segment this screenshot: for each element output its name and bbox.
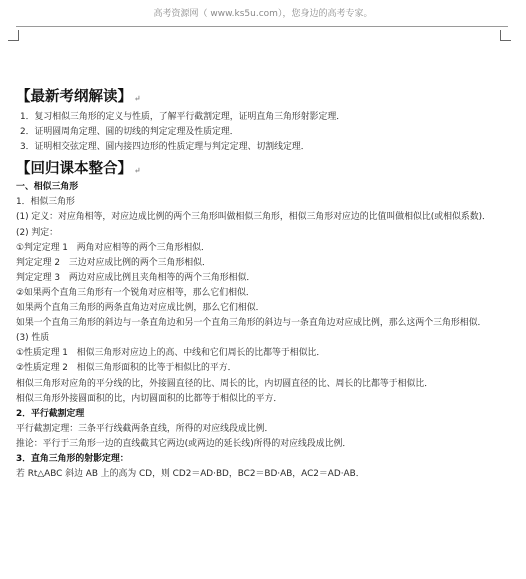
content-line: 若 Rt△ABC 斜边 AB 上的高为 CD，则 CD2＝AD·BD，BC2＝BD·AB，AC2＝AD·AB．: [16, 469, 365, 480]
content-line: 如果两个直角三角形的两条直角边对应成比例，那么它们相似．: [16, 303, 265, 314]
outline-item: 1．复习相似三角形的定义与性质，了解平行截割定理，证明直角三角形射影定理．: [20, 112, 346, 122]
content-line: 相似三角形对应角的平分线的比，外接圆直径的比、周长的比，内切圆直径的比、周长的比都等于相似比．: [16, 378, 434, 389]
content-line: 判定定理 3 两边对应成比例且夹角相等的两个三角形相似．: [16, 272, 256, 283]
subsection-heading: 一、相似三角形: [16, 182, 79, 193]
content-line: 判定定理 2 三边对应成比例的两个三角形相似．: [16, 257, 211, 268]
header-site-text: 高考资源网（ www.ks5u.com），您身边的高考专家。: [153, 9, 373, 19]
content-line: 推论：平行于三角形一边的直线截其它两边(或两边的延长线)所得的对应线段成比例．: [16, 438, 352, 449]
content-line: 1．相似三角形: [16, 197, 75, 208]
content-line: 相似三角形外接圆面积的比，内切圆面积的比都等于相似比的平方．: [16, 393, 283, 404]
content-line: ①性质定理 1 相似三角形对应边上的高、中线和它们周长的比都等于相似比．: [16, 348, 326, 359]
content-line: 如果一个直角三角形的斜边与一条直角边和另一个直角三角形的斜边与一条直角边对应成比例，那么这两个三角形相似．: [16, 318, 487, 329]
content-line: 平行截割定理：三条平行线截两条直线，所得的对应线段成比例．: [16, 423, 274, 434]
document-body: [16, 86, 516, 482]
content-line: (2) 判定：: [16, 227, 59, 238]
exam-outline-list: [16, 110, 516, 155]
crop-mark-left: [8, 30, 19, 41]
content-line: ①判定定理 1 两角对应相等的两个三角形相似．: [16, 242, 210, 253]
content-line: ②性质定理 2 相似三角形面积的比等于相似比的平方．: [16, 363, 237, 374]
content-line: (3) 性质: [16, 333, 50, 344]
textbook-review-content: [16, 180, 516, 482]
section-title-textbook-review: 【回归课本整合】 ↵: [16, 160, 141, 178]
header-rule: [16, 26, 508, 27]
section-title-exam-outline: 【最新考纲解读】 ↵: [16, 88, 141, 105]
subsection-heading: 2．平行截割定理: [16, 408, 85, 419]
outline-item: 3．证明相交弦定理、圆内接四边形的性质定理与判定定理、切割线定理．: [20, 142, 310, 153]
content-line: ②如果两个直角三角形有一个锐角对应相等，那么它们相似．: [16, 287, 255, 298]
content-line: (1) 定义：对应角相等，对应边成比例的两个三角形叫做相似三角形，相似三角形对应边的比值叫做相似比(或相似系数)．: [16, 212, 491, 223]
subsection-heading: 3．直角三角形的射影定理：: [16, 453, 129, 464]
outline-item: 2．证明圆周角定理、圆的切线的判定定理及性质定理．: [20, 127, 239, 138]
crop-mark-right: [500, 30, 511, 41]
